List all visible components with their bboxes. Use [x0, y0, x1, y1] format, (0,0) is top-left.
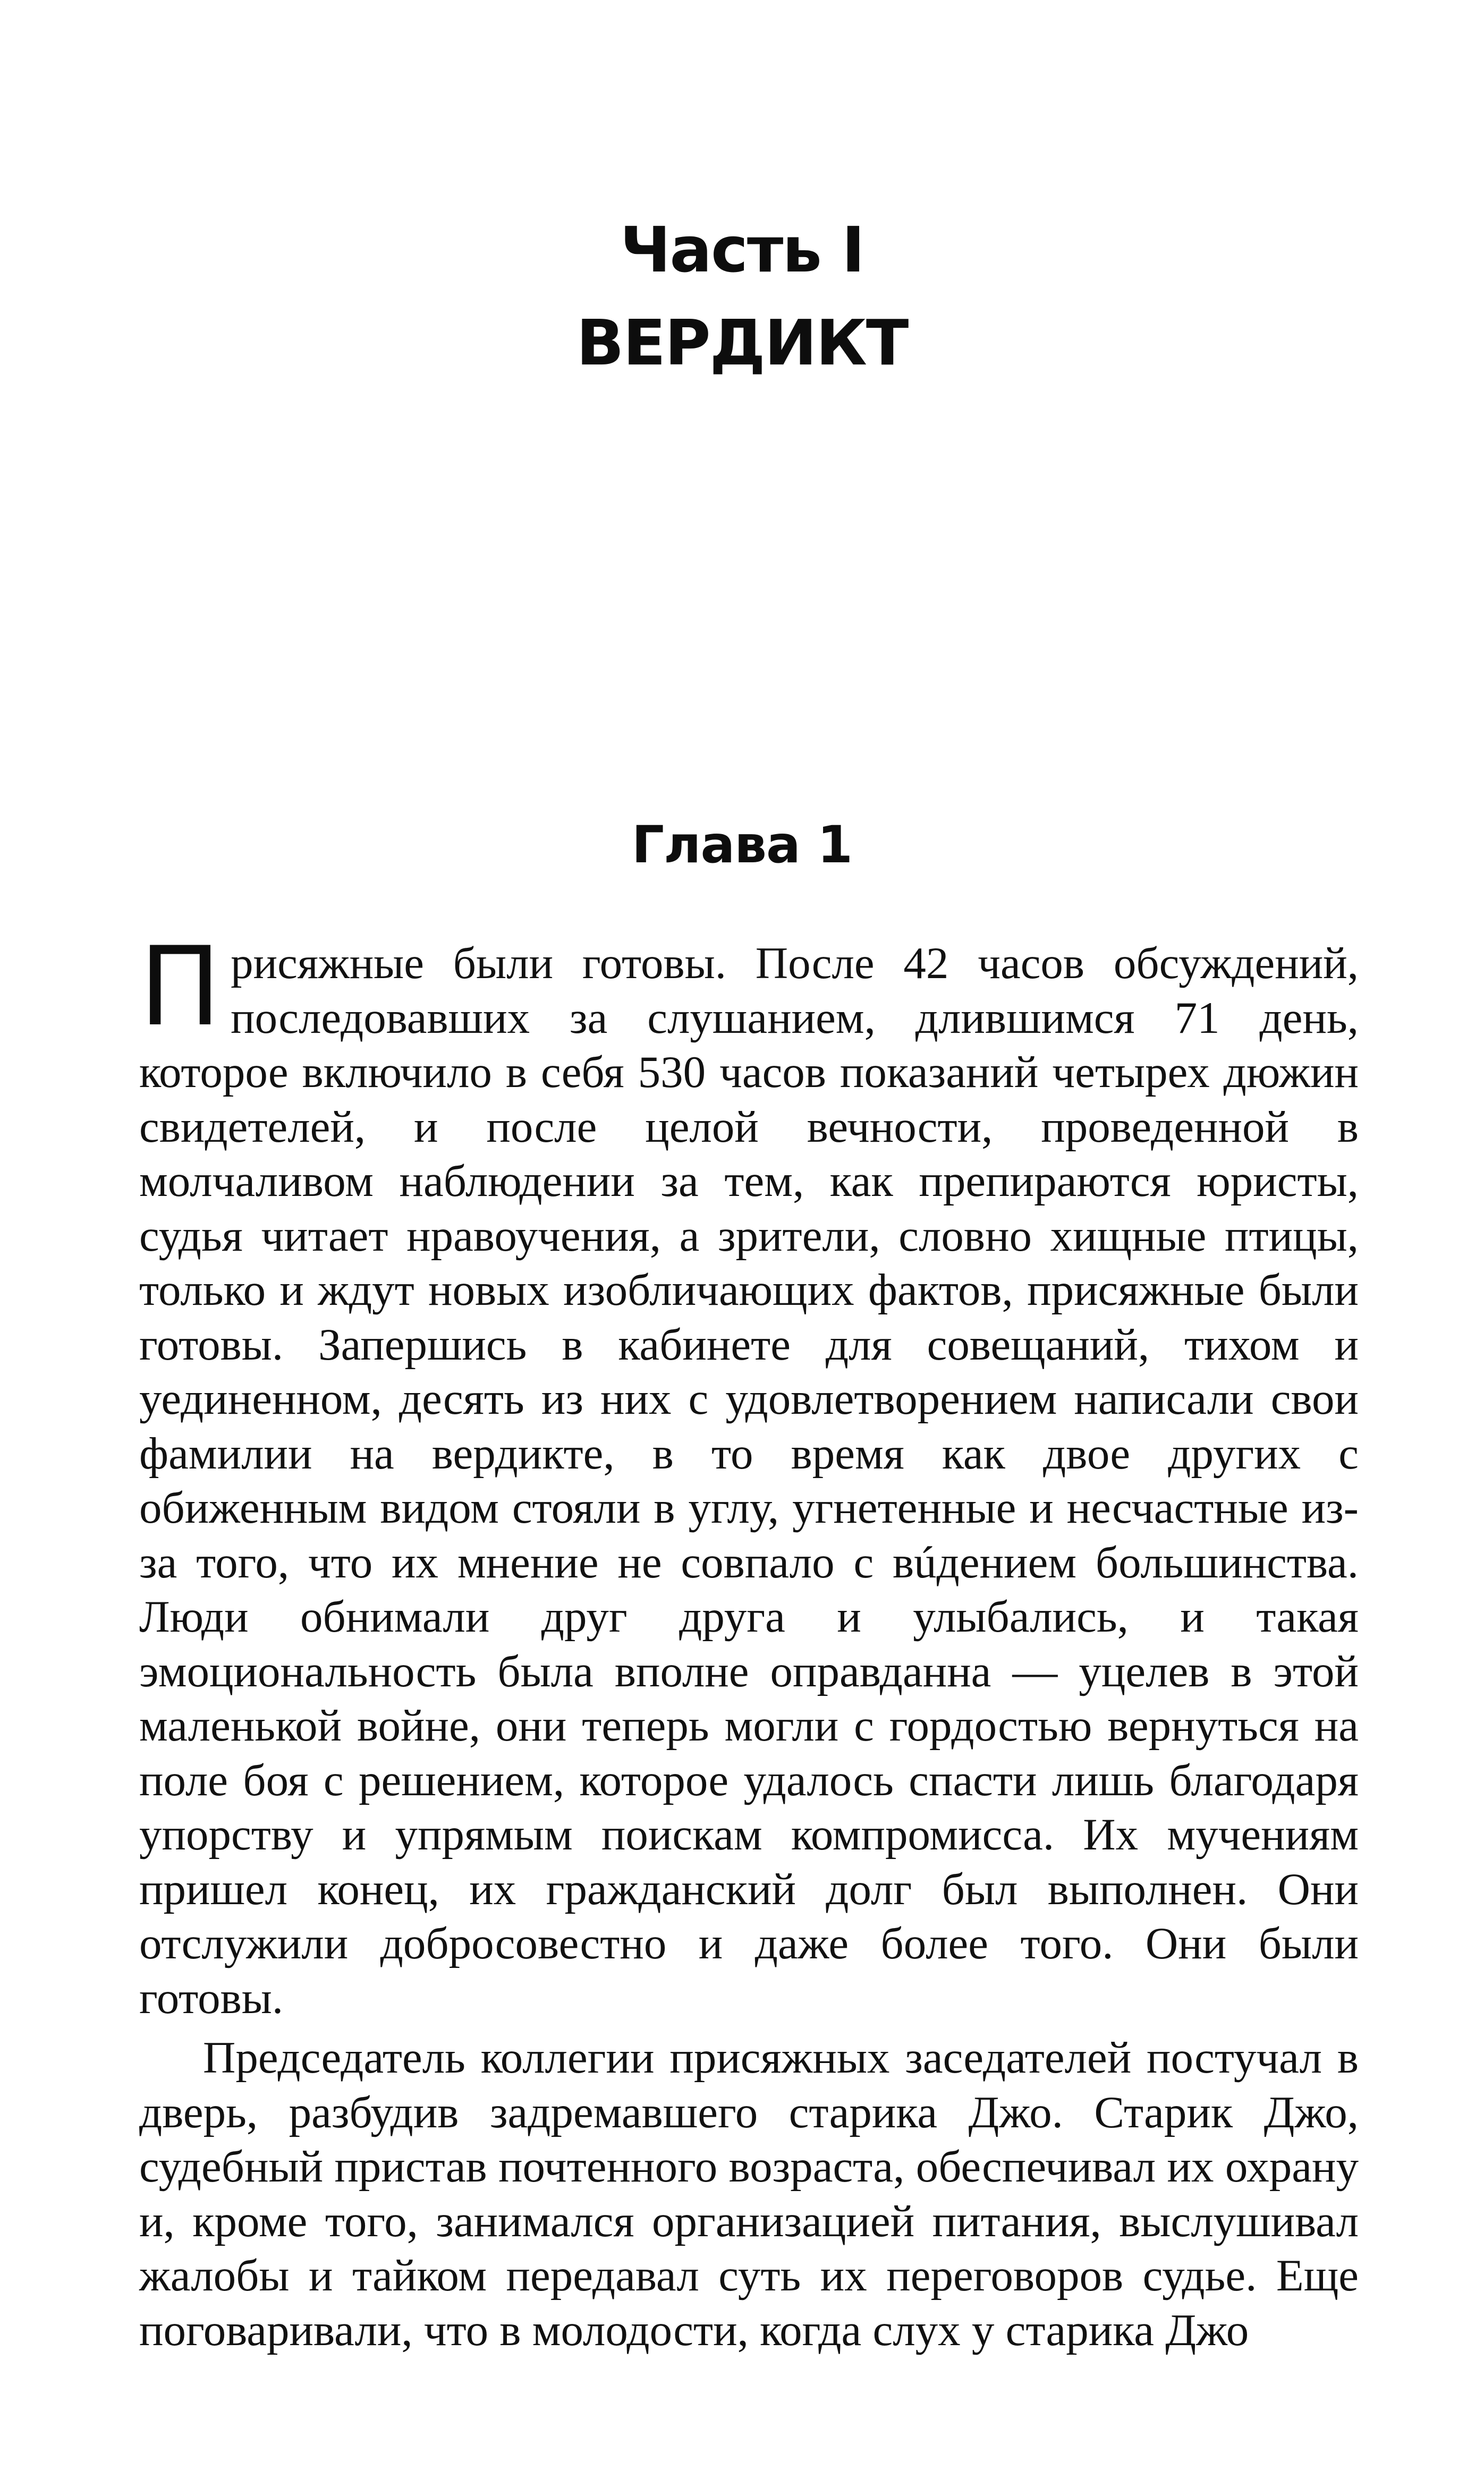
drop-cap: П: [139, 924, 222, 1050]
part-title: ВЕРДИКТ: [576, 306, 908, 379]
part-label: Часть I: [620, 213, 864, 286]
chapter-body: [139, 924, 1359, 2357]
chapter-title: Глава 1: [631, 815, 852, 875]
paragraph-second-text: Председатель коллегии присяжных заседателей постучал в дверь, разбудив задремавшего старика Джо. Старик Джо, судебный пристав почтенного возраста, обеспечивал их охрану и, кроме того, занимался организацией питания, выслушивал жалобы и тайком передавал суть их переговоров судье. Еще поговаривали, что в молодости, когда слух у старика Джо: [139, 2033, 1359, 2355]
paragraph-second: [139, 2031, 1359, 2357]
paragraph-first-text: рисяжные были готовы. После 42 часов обсуждений, последовавших за слушанием, длившимся 71 день, которое включило в себя 530 часов показаний четырех дюжин свидетелей, и после целой вечности, проведенной в молчаливом наблюдении за тем, как препираются юристы, судья читает нравоучения, а зрители, словно хищные птицы, только и ждут новых изобличающих фактов, присяжные были готовы. Запершись в кабинете для совещаний, тихом и уединенном, десять из них с удовлетворением написали свои фамилии на вердикте, в то время как двое других с обиженным видом стояли в углу, угнетенные и несчастные из-за того, что их мнение не совпало с вúдением большинства. Люди обнимали друг друга и улыбались, и такая эмоциональность была вполне оправданна — уцелев в этой маленькой войне, они теперь могли с гордостью вернуться на поле боя с решением, которое удалось спасти лишь благодаря упорству и упрямым поискам компромисса. Их мучениям пришел конец, их гражданский долг был выполнен. Они отслужили добросовестно и даже более того. Они были готовы.: [139, 938, 1359, 2023]
paragraph-first: [139, 924, 1359, 2025]
